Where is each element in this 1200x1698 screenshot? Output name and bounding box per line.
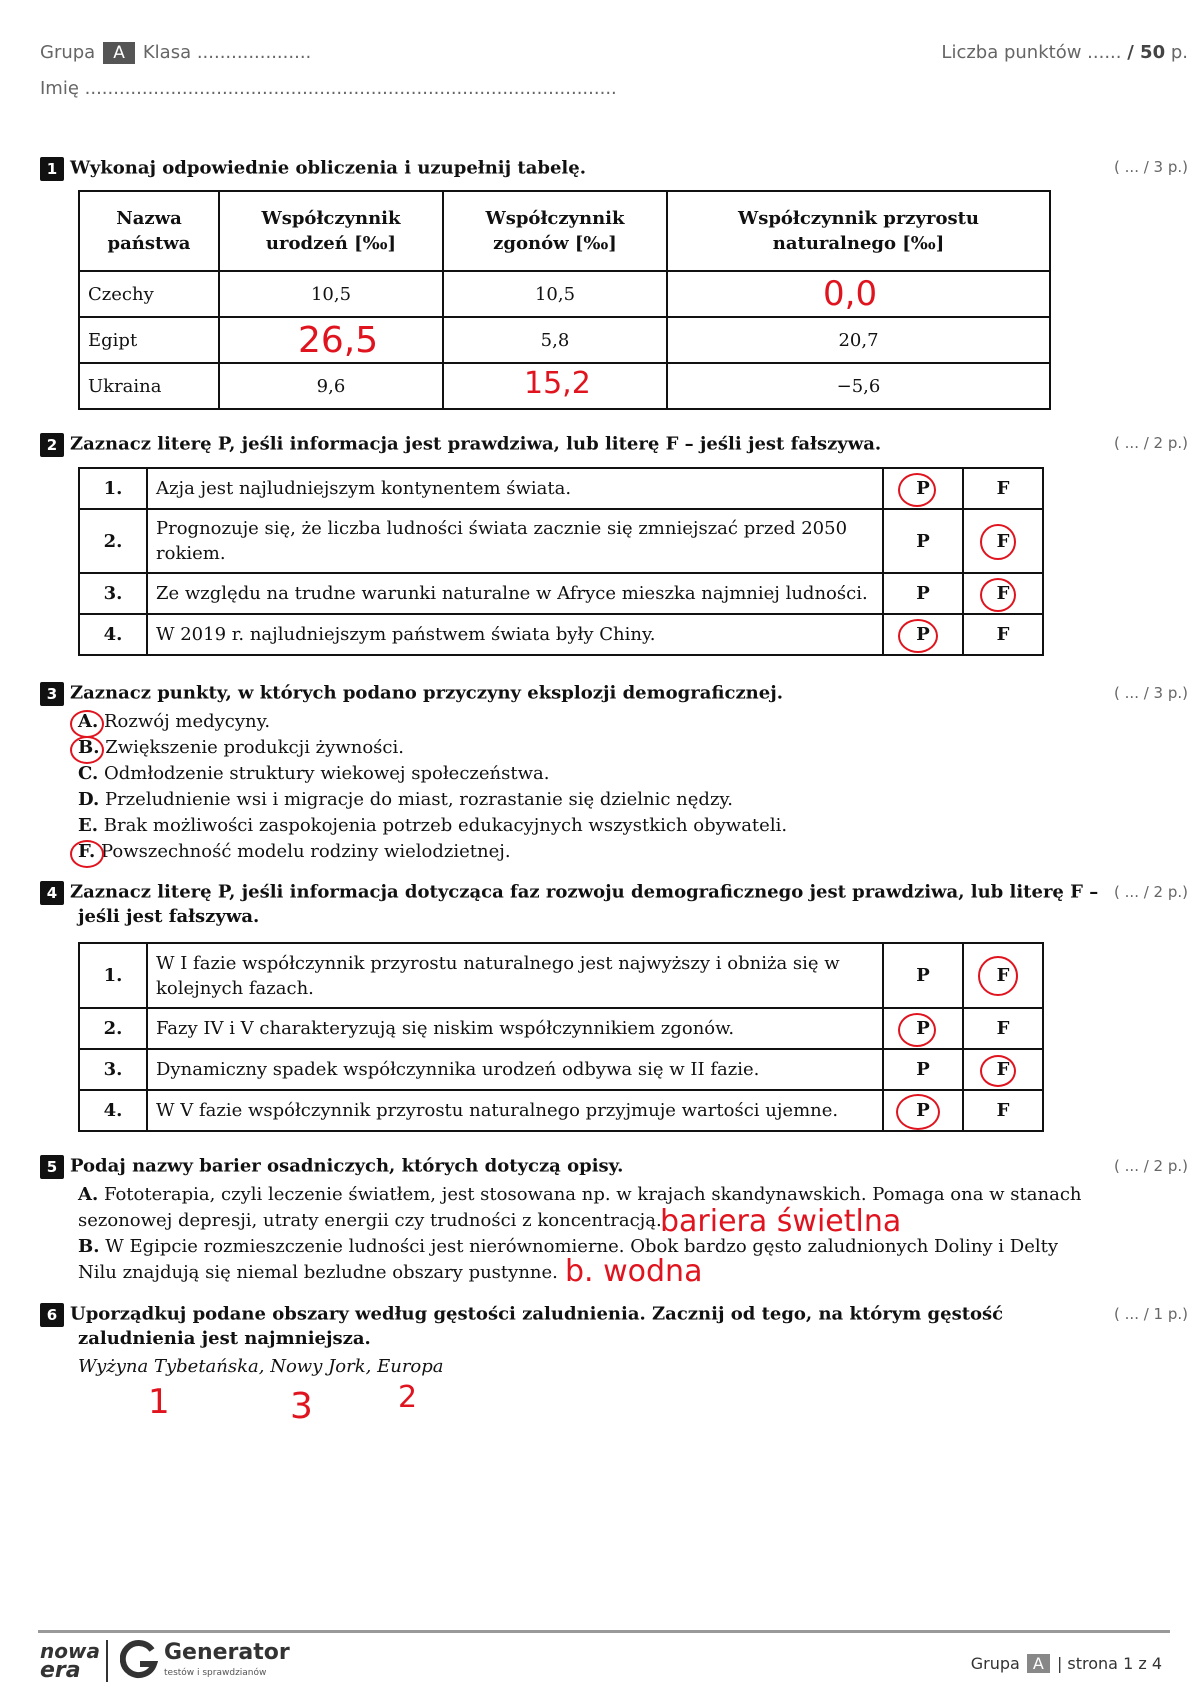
q3-options [78, 709, 787, 865]
logo-separator [106, 1640, 108, 1682]
false-option[interactable] [963, 1090, 1043, 1131]
statement-text: W I fazie współczynnik przyrostu naturalnego jest najwyższy i obniża się w kolejnych fazach. [147, 943, 883, 1008]
false-option[interactable] [963, 614, 1043, 655]
q4-title-line1: Zaznacz literę P, jeśli informacja dotycząca faz rozwoju demograficznego jest prawdziwa, lub literę F – [70, 881, 1099, 903]
answer-circle [896, 1094, 940, 1130]
q1-title: Wykonaj odpowiednie obliczenia i uzupełnij tabelę. [70, 157, 586, 179]
option-f[interactable] [78, 839, 787, 865]
q1-header-country: Nazwa państwa [79, 191, 219, 271]
growth-cell: −5,6 [667, 363, 1050, 409]
q2-points: ( ... / 2 p.) [1114, 434, 1188, 452]
true-label: P [916, 1100, 930, 1121]
q5-title: Podaj nazwy barier osadniczych, których dotyczą opisy. [70, 1155, 624, 1177]
item-text: W Egipcie rozmieszczenie ludności jest nierównomierne. Obok bardzo gęsto zaludnionych Doliny i Delty [105, 1236, 1059, 1257]
q6-title-line1: Uporządkuj podane obszary według gęstości zaludnienia. Zacznij od tego, na którym gęstość [70, 1303, 1004, 1325]
logo-text-nowa: nowa [40, 1639, 100, 1663]
option-text: Rozwój medycyny. [103, 711, 271, 732]
table-row [79, 1049, 1043, 1090]
q4-number: 4 [40, 881, 64, 905]
true-label: P [916, 1018, 930, 1039]
points-total-line [941, 42, 1188, 63]
deaths-cell: 10,5 [443, 271, 667, 317]
table-row [79, 317, 1050, 363]
statement-number: 3. [79, 1049, 147, 1090]
option-e[interactable] [78, 813, 787, 839]
answer-circle [980, 578, 1016, 612]
false-label: F [996, 1018, 1010, 1039]
group-badge: A [103, 42, 135, 64]
handwritten-order-2[interactable]: 3 [290, 1386, 313, 1427]
answer-circle [898, 1013, 936, 1047]
table-row [79, 363, 1050, 409]
table-row [79, 1090, 1043, 1131]
answer-circle [70, 840, 104, 868]
option-text: Powszechność modelu rodziny wielodzietnej. [100, 841, 511, 862]
item-text: sezonowej depresji, utraty energii czy trudności z koncentracją. [78, 1210, 662, 1231]
statement-number: 1. [79, 468, 147, 509]
item-text: Nilu znajdują się niemal bezludne obszary pustynne. [78, 1262, 558, 1283]
false-label: F [996, 530, 1010, 552]
q1-header-growth: Współczynnik przyrostu naturalnego [‰] [667, 191, 1050, 271]
q2-number: 2 [40, 433, 64, 457]
option-letter: F. [78, 841, 96, 862]
q1-header-births: Współczynnik urodzeń [‰] [219, 191, 443, 271]
true-option[interactable] [883, 1049, 963, 1090]
option-d[interactable] [78, 787, 787, 813]
q3-heading [40, 682, 783, 706]
statement-text: Fazy IV i V charakteryzują się niskim współczynnikiem zgonów. [147, 1008, 883, 1049]
q2-title: Zaznacz literę P, jeśli informacja jest prawdziwa, lub literę F – jeśli jest fałszywa. [70, 433, 882, 455]
births-cell: 9,6 [219, 363, 443, 409]
q1-table [78, 190, 1051, 410]
points-unit: p. [1170, 42, 1188, 63]
answer-circle [898, 473, 936, 507]
table-row [79, 573, 1043, 614]
footer-page-number: | strona 1 z 4 [1056, 1654, 1162, 1673]
growth-cell[interactable] [667, 271, 1050, 317]
item-letter: B. [78, 1236, 100, 1257]
table-row [79, 1008, 1043, 1049]
q6-areas: Wyżyna Tybetańska, Nowy Jork, Europa [78, 1356, 444, 1377]
births-cell[interactable] [219, 317, 443, 363]
statement-number: 1. [79, 943, 147, 1008]
true-label: P [916, 478, 930, 499]
option-letter: A. [78, 711, 99, 732]
q6-heading [40, 1303, 1003, 1327]
table-row [79, 614, 1043, 655]
option-text: Zwiększenie produkcji żywności. [105, 737, 404, 758]
name-field: Imię ............................................................................................. [40, 78, 617, 99]
statement-text: Prognozuje się, że liczba ludności świata zacznie się zmniejszać przed 2050 rokiem. [147, 509, 883, 573]
option-a[interactable] [78, 709, 787, 735]
handwritten-answer-b[interactable]: b. wodna [565, 1254, 703, 1289]
option-text: Odmłodzenie struktury wiekowej społeczeństwa. [104, 763, 550, 784]
statement-text: Ze względu na trudne warunki naturalne w Afryce mieszka najmniej ludności. [147, 573, 883, 614]
q1-heading [40, 157, 586, 181]
statement-text: Dynamiczny spadek współczynnika urodzeń odbywa się w II fazie. [147, 1049, 883, 1090]
q2-heading [40, 433, 881, 457]
false-label: F [996, 478, 1010, 499]
true-option[interactable] [883, 468, 963, 509]
true-option[interactable] [883, 614, 963, 655]
country-cell: Egipt [79, 317, 219, 363]
footer-divider [38, 1630, 1170, 1633]
true-label: P [916, 530, 930, 552]
q5-number: 5 [40, 1155, 64, 1179]
table-row [79, 468, 1043, 509]
true-label: P [916, 1059, 930, 1080]
option-b[interactable] [78, 735, 787, 761]
q4-title-line2: jeśli jest fałszywa. [78, 906, 260, 927]
true-option[interactable] [883, 509, 963, 573]
true-label: P [916, 624, 930, 645]
deaths-cell[interactable] [443, 363, 667, 409]
q5-heading [40, 1155, 623, 1179]
false-option[interactable] [963, 468, 1043, 509]
false-label: F [996, 1059, 1010, 1080]
handwritten-answer-a[interactable]: bariera świetlna [660, 1204, 902, 1239]
footer-group-badge: A [1027, 1654, 1050, 1673]
table-row [79, 271, 1050, 317]
answer-circle [70, 710, 104, 738]
answer-circle [70, 736, 104, 764]
q6-number: 6 [40, 1303, 64, 1327]
option-letter: B. [78, 737, 100, 758]
false-label: F [996, 583, 1010, 604]
q1-points: ( ... / 3 p.) [1114, 158, 1188, 176]
option-text: Brak możliwości zaspokojenia potrzeb edukacyjnych wszystkich obywateli. [103, 815, 788, 836]
option-letter: D. [78, 789, 100, 810]
deaths-cell: 5,8 [443, 317, 667, 363]
q3-number: 3 [40, 682, 64, 706]
q3-points: ( ... / 3 p.) [1114, 684, 1188, 702]
true-option[interactable] [883, 1090, 963, 1131]
false-option[interactable] [963, 943, 1043, 1008]
growth-cell: 20,7 [667, 317, 1050, 363]
table-row [79, 943, 1043, 1008]
true-option[interactable] [883, 943, 963, 1008]
statement-number: 2. [79, 1008, 147, 1049]
false-option[interactable] [963, 1049, 1043, 1090]
q5-item-a [78, 1182, 1098, 1234]
true-label: P [916, 965, 930, 986]
generator-subtitle: testów i sprawdzianów [164, 1668, 267, 1678]
false-option[interactable] [963, 1008, 1043, 1049]
q3-title: Zaznacz punkty, w których podano przyczyny eksplozji demograficznej. [70, 682, 783, 704]
points-label: Liczba punktów ...... [941, 42, 1122, 63]
false-option[interactable] [963, 573, 1043, 614]
q1-number: 1 [40, 157, 64, 181]
table-row [79, 509, 1043, 573]
nowa-era-logo [40, 1639, 100, 1683]
logo-text-era: era [40, 1658, 81, 1683]
class-field: Klasa .................... [142, 42, 312, 63]
handwritten-answer: 26,5 [298, 320, 379, 361]
group-line [40, 42, 311, 64]
q4-table [78, 942, 1044, 1132]
footer-page-info [971, 1654, 1162, 1673]
country-cell: Ukraina [79, 363, 219, 409]
country-cell: Czechy [79, 271, 219, 317]
statement-number: 3. [79, 573, 147, 614]
births-cell: 10,5 [219, 271, 443, 317]
answer-circle [980, 1055, 1016, 1087]
true-label: P [916, 583, 930, 604]
q6-points: ( ... / 1 p.) [1114, 1305, 1188, 1323]
option-c[interactable] [78, 761, 787, 787]
statement-number: 2. [79, 509, 147, 573]
item-letter: A. [78, 1184, 99, 1205]
q4-points: ( ... / 2 p.) [1114, 883, 1188, 901]
option-letter: C. [78, 763, 99, 784]
footer-group-label: Grupa [970, 1654, 1020, 1673]
option-letter: E. [78, 815, 98, 836]
group-label: Grupa [40, 42, 96, 63]
statement-number: 4. [79, 614, 147, 655]
handwritten-answer: 0,0 [823, 274, 878, 314]
true-option[interactable] [883, 1008, 963, 1049]
q1-header-deaths: Współczynnik zgonów [‰] [443, 191, 667, 271]
statement-text: W 2019 r. najludniejszym państwem świata były Chiny. [147, 614, 883, 655]
false-label: F [996, 965, 1010, 986]
statement-text: Azja jest najludniejszym kontynentem świata. [147, 468, 883, 509]
q6-title-line2: zaludnienia jest najmniejsza. [78, 1328, 371, 1349]
generator-logo-icon [120, 1640, 158, 1682]
item-text: Fototerapia, czyli leczenie światłem, jest stosowana np. w krajach skandynawskich. Pomaga ona w stanach [103, 1184, 1082, 1205]
points-total: / 50 [1127, 42, 1166, 63]
handwritten-order-3[interactable]: 2 [398, 1380, 418, 1415]
handwritten-answer: 15,2 [524, 366, 591, 401]
false-label: F [996, 624, 1010, 645]
false-label: F [996, 1100, 1010, 1121]
handwritten-order-1[interactable]: 1 [148, 1382, 170, 1422]
false-option[interactable] [963, 509, 1043, 573]
true-option[interactable] [883, 573, 963, 614]
option-text: Przeludnienie wsi i migracje do miast, rozrastanie się dzielnic nędzy. [104, 789, 733, 810]
answer-circle [978, 956, 1018, 996]
statement-text: W V fazie współczynnik przyrostu naturalnego przyjmuje wartości ujemne. [147, 1090, 883, 1131]
q5-points: ( ... / 2 p.) [1114, 1157, 1188, 1175]
q4-heading [40, 881, 1098, 905]
answer-circle [980, 524, 1016, 560]
generator-name: Generator [164, 1640, 290, 1665]
answer-circle [898, 619, 938, 653]
q2-table [78, 467, 1044, 656]
statement-number: 4. [79, 1090, 147, 1131]
